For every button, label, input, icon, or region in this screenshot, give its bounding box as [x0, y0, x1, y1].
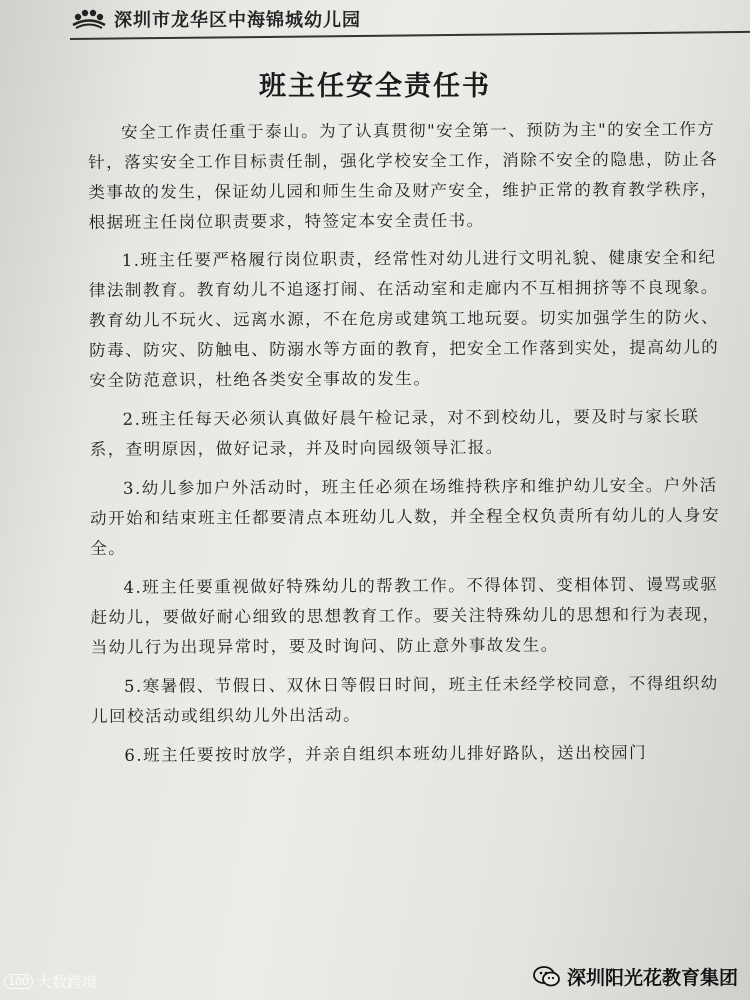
- watermark-right-text: 深圳阳光花教育集团: [566, 967, 738, 989]
- source-watermark-left: [4, 971, 97, 992]
- kindergarten-name: 深圳市龙华区中海锦城幼儿园: [114, 10, 361, 31]
- document-body: [88, 115, 731, 780]
- clause-4: 4.班主任要重视做好特殊幼儿的帮教工作。不得体罚、变相体罚、谩骂或驱赶幼儿，要做好耐心细致的思想教育工作。要关注特殊幼儿的思想和行为表现，当幼儿行为出现异常时，要及时询问、防止意外事故发生。: [90, 574, 721, 657]
- clause-5: 5.寒暑假、节假日、双休日等假日时间，班主任未经学校同意，不得组织幼儿回校活动或组织幼儿外出活动。: [91, 673, 719, 726]
- clause-3: 3.幼儿参加户外活动时，班主任必须在场维持秩序和维护幼儿安全。户外活动开始和结束班主任都要清点本班幼儿人数，并全程全权负责所有幼儿的人身安全。: [90, 475, 721, 558]
- kindergarten-logo-icon: [70, 7, 108, 31]
- intro-paragraph: 安全工作责任重于泰山。为了认真贯彻"安全第一、预防为主"的安全工作方针，落实安全工作目标责任制，强化学校安全工作，消除不安全的隐患，防止各类事故的发生，保证幼儿园和师生生命及财产安全，维护正常的教育教学秩序，根据班主任岗位职责要求，特签定本安全责任书。: [88, 119, 719, 232]
- document-title: 班主任安全责任书: [259, 71, 491, 102]
- watermark-badge: 100: [4, 974, 33, 989]
- clause-2: 2.班主任每天必须认真做好晨午检记录，对不到校幼儿，要及时与家长联系，查明原因，做好记录，并及时向园级领导汇报。: [89, 406, 700, 459]
- watermark-left-text: 大数跨境: [37, 973, 98, 991]
- clause-6: 6.班主任要按时放学，并亲自组织本班幼儿排好路队，送出校园门: [124, 743, 648, 765]
- wechat-icon: [533, 965, 561, 989]
- clause-1: 1.班主任要严格履行岗位职责，经常性对幼儿进行文明礼貌、健康安全和纪律法制教育。教育幼儿不追逐打闹、在活动室和走廊内不互相拥挤等不良现象。教育幼儿不玩火、远离水源，不在危房或建筑工地玩耍。切实加强学生的防火、防毒、防灾、防触电、防溺水等方面的教育，把安全工作落到实处，提高幼儿的安全防范意识，杜绝各类安全事故的发生。: [88, 247, 720, 390]
- source-watermark-right: [533, 963, 738, 990]
- letterhead: [70, 4, 361, 34]
